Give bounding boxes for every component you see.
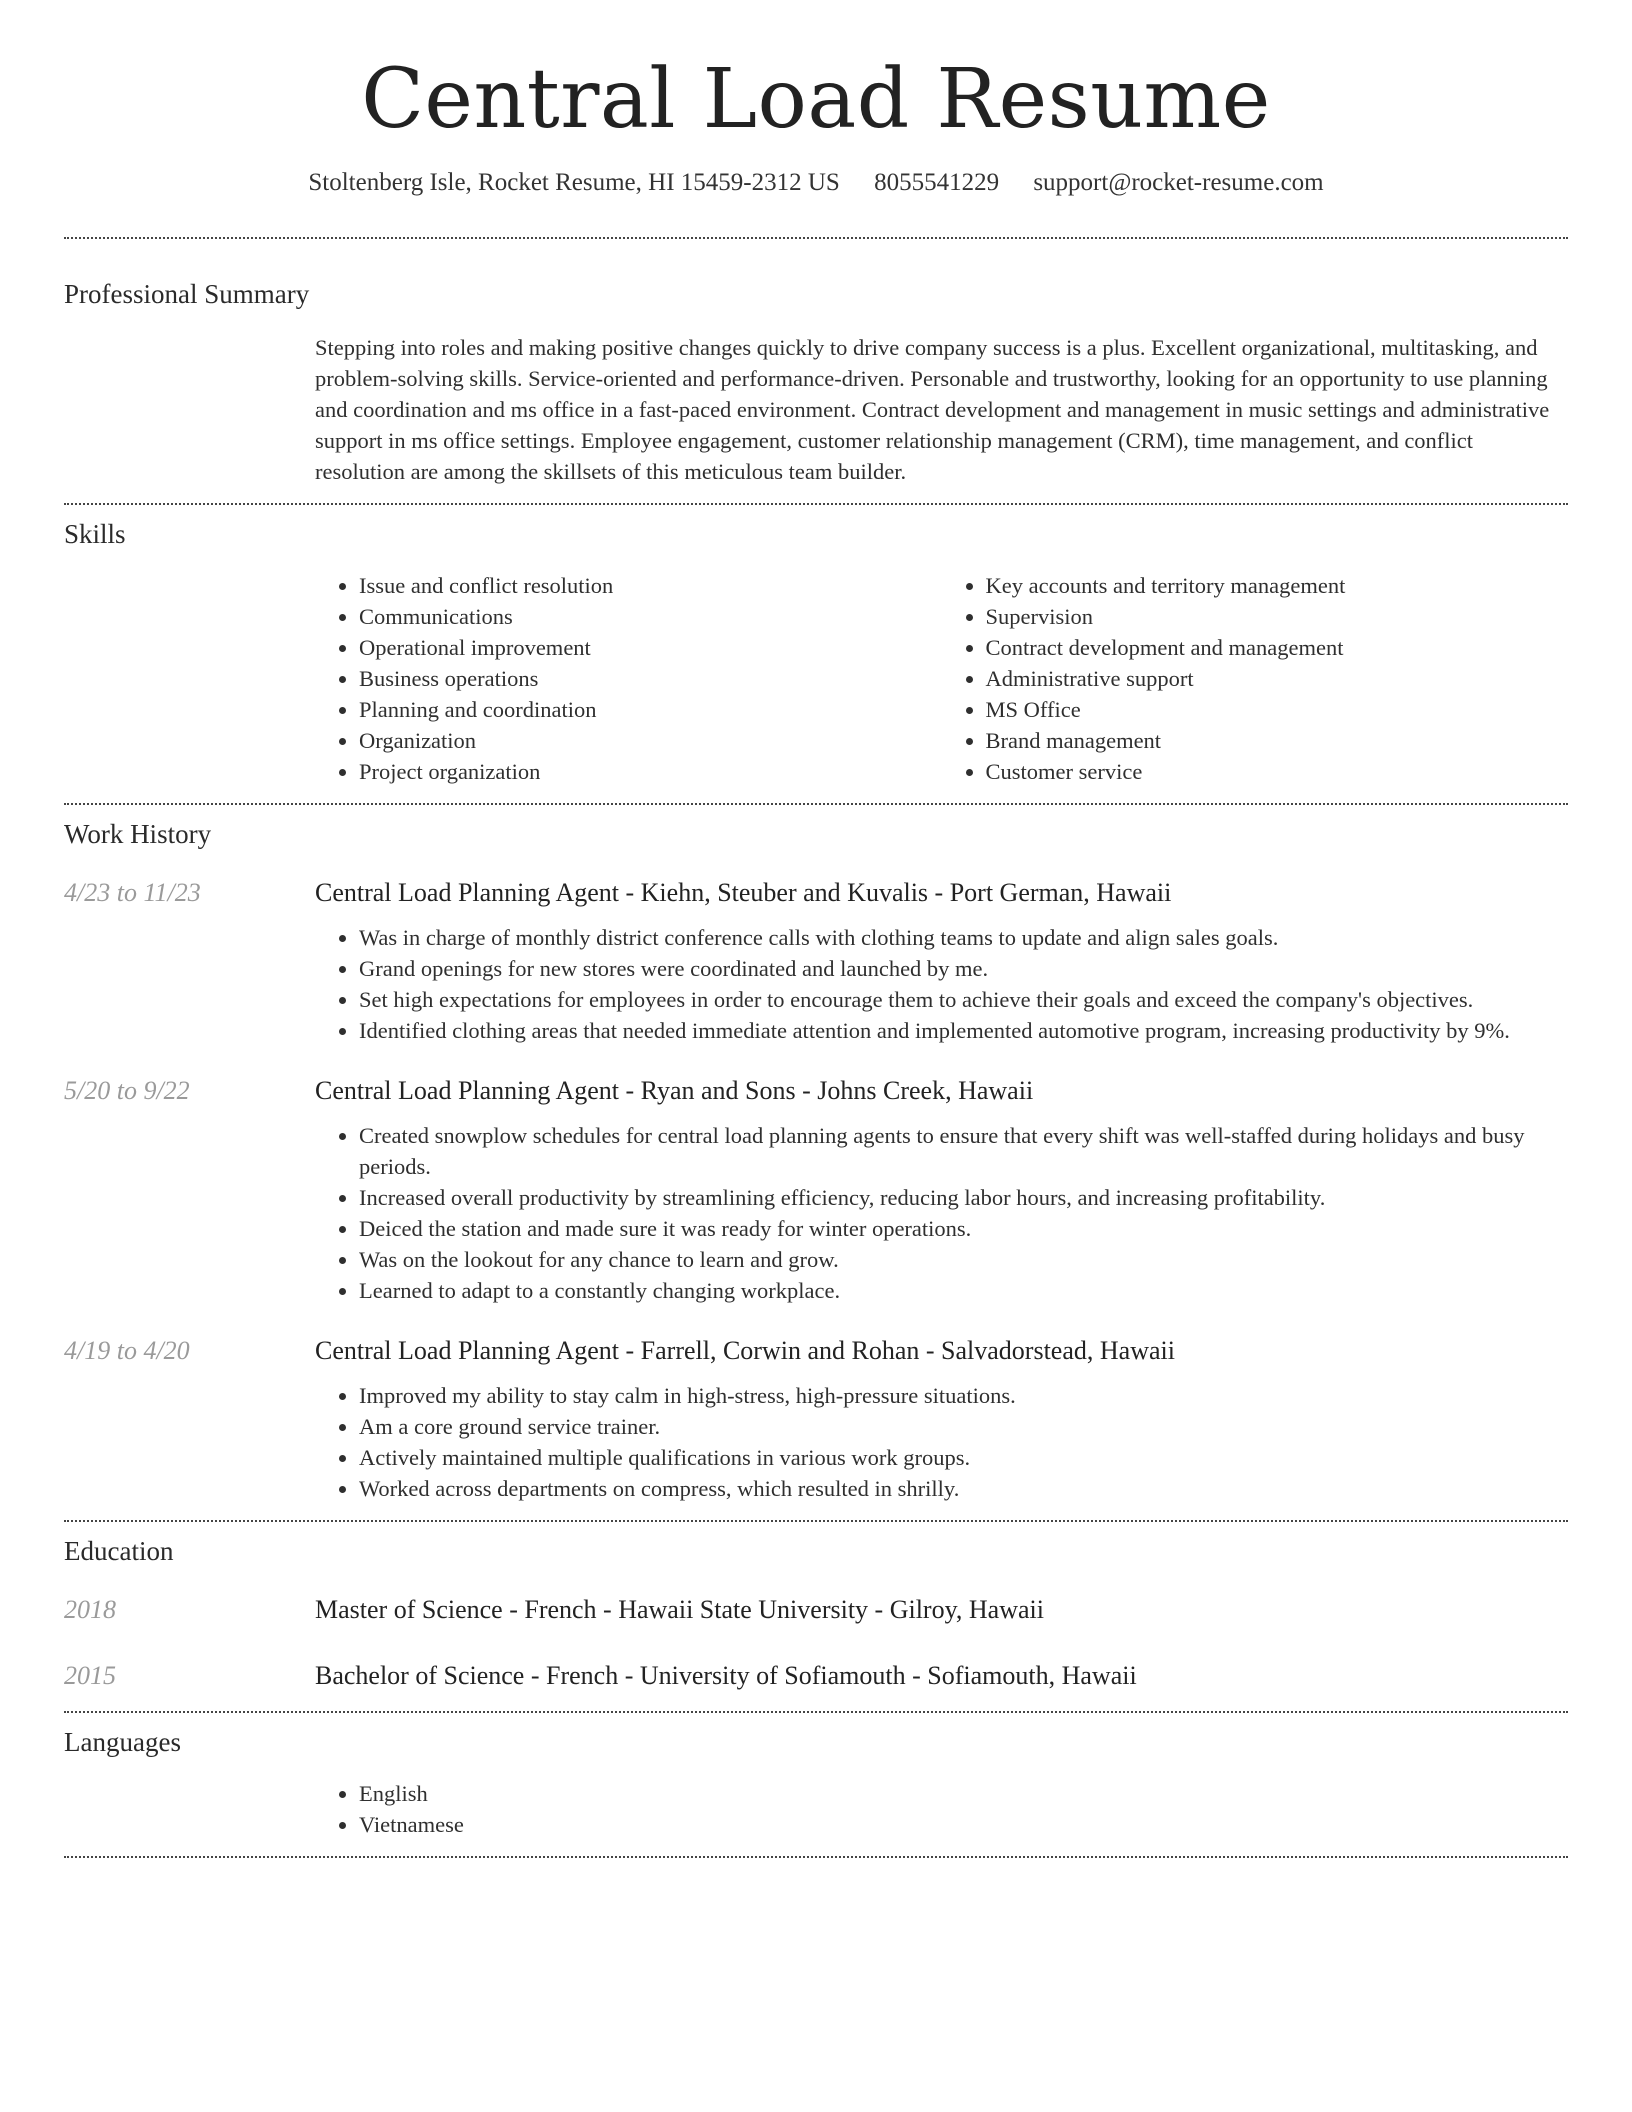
job-bullet: • Increased overall productivity by streamlining efficiency, reducing labor hours, and increasing profitability. bbox=[359, 1182, 1568, 1213]
section-divider bbox=[64, 1856, 1568, 1858]
contact-phone: 8055541229 bbox=[874, 169, 1000, 196]
skills-list-left bbox=[315, 570, 942, 787]
contact-line bbox=[64, 169, 1568, 197]
education-year: 2015 bbox=[64, 1661, 116, 1690]
summary-title: Professional Summary bbox=[64, 279, 310, 309]
contact-email: support@rocket-resume.com bbox=[1033, 169, 1324, 196]
job-entry bbox=[64, 878, 1568, 1046]
skill-item: • Administrative support bbox=[986, 663, 1569, 694]
skill-item: • Supervision bbox=[986, 601, 1569, 632]
education-entry bbox=[64, 1661, 1568, 1691]
job-bullet: • Deiced the station and made sure it was ready for winter operations. bbox=[359, 1213, 1568, 1244]
summary-text: Stepping into roles and making positive changes quickly to drive company success is a plus. Excellent organizational, multitasking, and problem-solving skills. Service-oriented and performance-driven. Personable and trustworthy, looking for an opportunity to use planning and coordination and ms office in a fast-paced environment. Contract development and management in music settings and administrative support in ms office settings. Employee engagement, customer relationship management (CRM), time management, and conflict resolution are among the skillsets of this meticulous team builder. bbox=[315, 335, 1550, 484]
skill-item: • Communications bbox=[359, 601, 942, 632]
job-bullets bbox=[315, 1380, 1568, 1504]
skill-item: • Brand management bbox=[986, 725, 1569, 756]
language-item: • Vietnamese bbox=[359, 1809, 1568, 1840]
language-item: • English bbox=[359, 1778, 1568, 1809]
job-details bbox=[315, 1380, 1568, 1504]
job-dates: 4/23 to 11/23 bbox=[64, 878, 201, 907]
skill-item: • Issue and conflict resolution bbox=[359, 570, 942, 601]
job-entry bbox=[64, 1076, 1568, 1306]
job-bullet: • Am a core ground service trainer. bbox=[359, 1411, 1568, 1442]
skill-item: • Organization bbox=[359, 725, 942, 756]
contact-address: Stoltenberg Isle, Rocket Resume, HI 15459-2312 US bbox=[308, 169, 840, 196]
skill-item: • Customer service bbox=[986, 756, 1569, 787]
resume-page bbox=[64, 0, 1568, 1858]
section-divider bbox=[64, 237, 1568, 239]
job-bullet: • Was on the lookout for any chance to learn and grow. bbox=[359, 1244, 1568, 1275]
skills-list-right bbox=[942, 570, 1569, 787]
job-bullet: • Improved my ability to stay calm in high-stress, high-pressure situations. bbox=[359, 1380, 1568, 1411]
skill-item: • Key accounts and territory management bbox=[986, 570, 1569, 601]
skills-title: Skills bbox=[64, 519, 126, 549]
education-title: Education bbox=[64, 1536, 174, 1566]
languages-title: Languages bbox=[64, 1727, 181, 1757]
skills-columns bbox=[315, 570, 1568, 787]
skill-item: • Project organization bbox=[359, 756, 942, 787]
job-details bbox=[315, 922, 1568, 1046]
section-divider bbox=[64, 1520, 1568, 1522]
skill-item: • Operational improvement bbox=[359, 632, 942, 663]
education-entry bbox=[64, 1595, 1568, 1625]
work-title: Work History bbox=[64, 819, 212, 849]
job-bullets bbox=[315, 922, 1568, 1046]
job-bullet: • Worked across departments on compress, which resulted in shrilly. bbox=[359, 1473, 1568, 1504]
skill-item: • Contract development and management bbox=[986, 632, 1569, 663]
job-details bbox=[315, 1120, 1568, 1306]
skill-item: • Business operations bbox=[359, 663, 942, 694]
job-bullet: • Learned to adapt to a constantly changing workplace. bbox=[359, 1275, 1568, 1306]
job-entry bbox=[64, 1336, 1568, 1504]
section-divider bbox=[64, 1711, 1568, 1713]
skill-item: • Planning and coordination bbox=[359, 694, 942, 725]
job-bullet: • Grand openings for new stores were coordinated and launched by me. bbox=[359, 953, 1568, 984]
languages-details bbox=[315, 1778, 1568, 1840]
education-degree: Bachelor of Science - French - University of Sofiamouth - Sofiamouth, Hawaii bbox=[315, 1661, 1137, 1690]
job-heading: Central Load Planning Agent - Kiehn, Steuber and Kuvalis - Port German, Hawaii bbox=[315, 878, 1172, 907]
resume-name: Central Load Resume bbox=[361, 52, 1271, 147]
skill-item: • MS Office bbox=[986, 694, 1569, 725]
job-bullet: • Set high expectations for employees in order to encourage them to achieve their goals and exceed the company's objectives. bbox=[359, 984, 1568, 1015]
job-dates: 5/20 to 9/22 bbox=[64, 1076, 190, 1105]
job-bullet: • Created snowplow schedules for central load planning agents to ensure that every shift was well-staffed during holidays and busy periods. bbox=[359, 1120, 1568, 1182]
job-heading: Central Load Planning Agent - Farrell, Corwin and Rohan - Salvadorstead, Hawaii bbox=[315, 1336, 1175, 1365]
section-divider bbox=[64, 803, 1568, 805]
job-bullet: • Identified clothing areas that needed immediate attention and implemented automotive program, increasing productivity by 9%. bbox=[359, 1015, 1568, 1046]
section-divider bbox=[64, 503, 1568, 505]
job-bullets bbox=[315, 1120, 1568, 1306]
education-degree: Master of Science - French - Hawaii State University - Gilroy, Hawaii bbox=[315, 1595, 1044, 1624]
languages-list bbox=[315, 1778, 1568, 1840]
job-dates: 4/19 to 4/20 bbox=[64, 1336, 190, 1365]
job-bullet: • Was in charge of monthly district conference calls with clothing teams to update and align sales goals. bbox=[359, 922, 1568, 953]
job-heading: Central Load Planning Agent - Ryan and Sons - Johns Creek, Hawaii bbox=[315, 1076, 1034, 1105]
education-year: 2018 bbox=[64, 1595, 116, 1624]
job-bullet: • Actively maintained multiple qualifications in various work groups. bbox=[359, 1442, 1568, 1473]
